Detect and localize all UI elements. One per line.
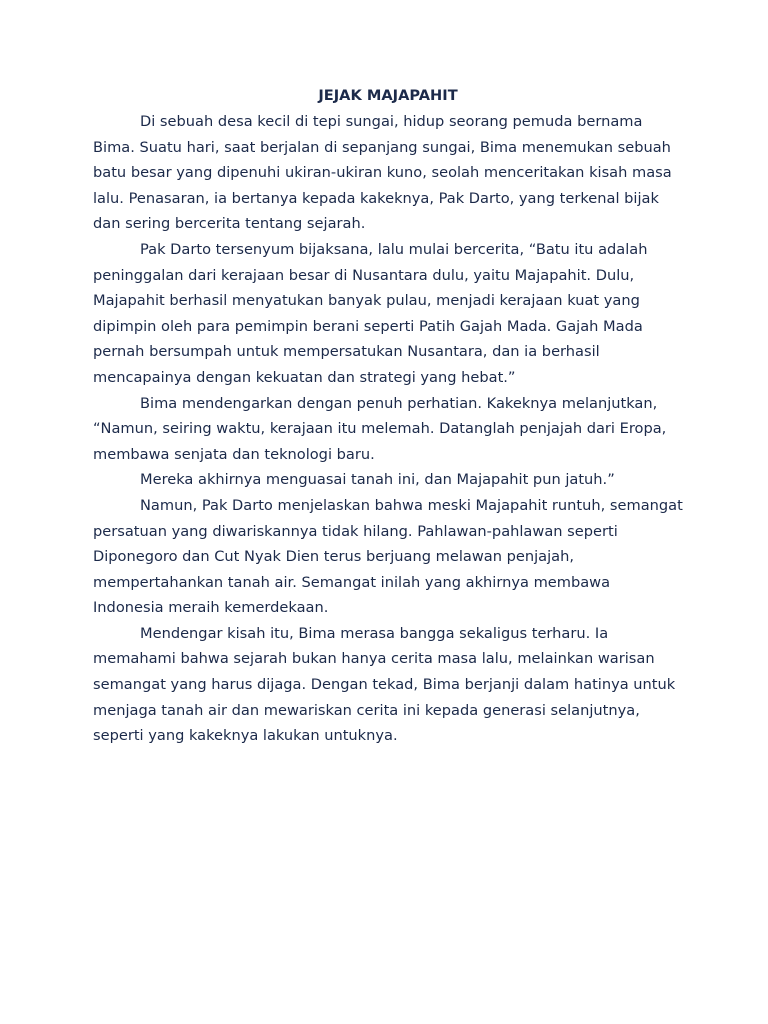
paragraph-5: Namun, Pak Darto menjelaskan bahwa meski Majapahit runtuh, semangat persatuan yang diwariskannya tidak hilang. Pahlawan-pahlawan seperti Diponegoro dan Cut Nyak Dien terus berjuang melawan penjajah, mempertahankan tanah air. Semangat inilah yang akhirnya membawa Indonesia meraih kemerdekaan. [93,496,683,617]
paragraph-2: Pak Darto tersenyum bijaksana, lalu mulai bercerita, “Batu itu adalah peninggalan dari kerajaan besar di Nusantara dulu, yaitu Majapahit. Dulu, Majapahit berhasil menyatukan banyak pulau, menjadi kerajaan kuat yang dipimpin oleh para pemimpin berani seperti Patih Gajah Mada. Gajah Mada pernah bersumpah untuk mempersatukan Nusantara, dan ia berhasil mencapainya dengan kekuatan dan strategi yang hebat.” [93,240,648,386]
document-body [93,86,683,749]
document-title: JEJAK MAJAPAHIT [318,87,458,104]
paragraph-3: Bima mendengarkan dengan penuh perhatian. Kakeknya melanjutkan, “Namun, seiring waktu, kerajaan itu melemah. Datanglah penjajah dari Eropa, membawa senjata dan teknologi baru. [93,394,667,463]
paragraph-1: Di sebuah desa kecil di tepi sungai, hidup seorang pemuda bernama Bima. Suatu hari, saat berjalan di sepanjang sungai, Bima menemukan sebuah batu besar yang dipenuhi ukiran-ukiran kuno, seolah menceritakan kisah masa lalu. Penasaran, ia bertanya kepada kakeknya, Pak Darto, yang terkenal bijak dan sering bercerita tentang sejarah. [93,113,672,233]
paragraph-6: Mendengar kisah itu, Bima merasa bangga sekaligus terharu. Ia memahami bahwa sejarah bukan hanya cerita masa lalu, melainkan warisan semangat yang harus dijaga. Dengan tekad, Bima berjanji dalam hatinya untuk menjaga tanah air dan mewariskan cerita ini kepada generasi selanjutnya, seperti yang kakeknya lakukan untuknya. [93,624,676,745]
paragraph-4: Mereka akhirnya menguasai tanah ini, dan Majapahit pun jatuh.” [140,471,615,489]
